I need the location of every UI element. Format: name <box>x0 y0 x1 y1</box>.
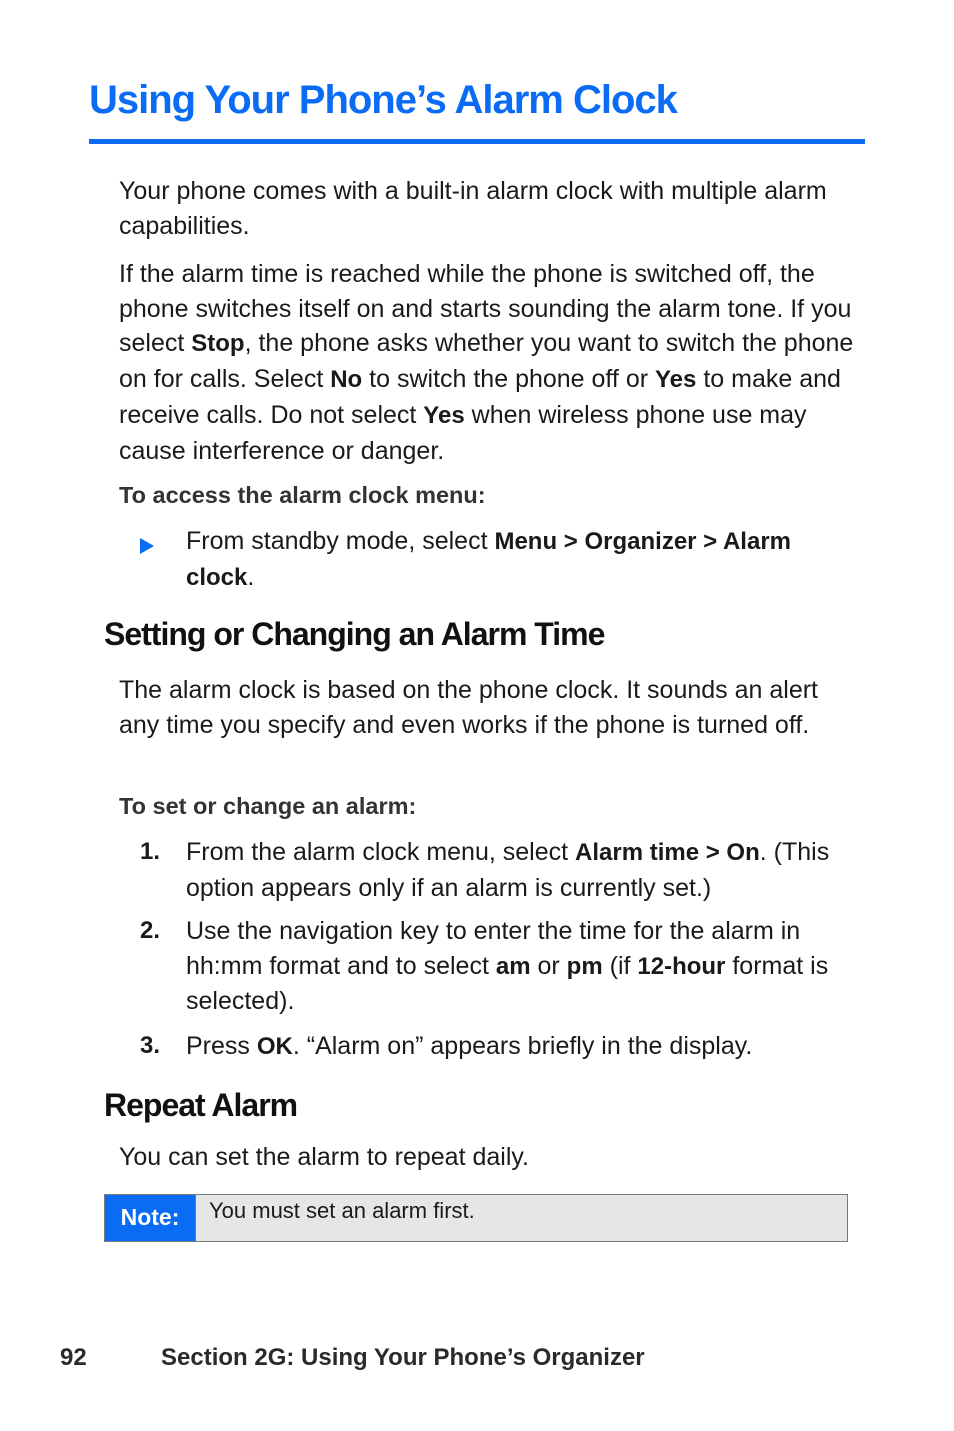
repeat-alarm-paragraph: You can set the alarm to repeat daily. <box>119 1143 529 1171</box>
step-number: 2. <box>140 917 161 944</box>
step-number: 1. <box>140 838 161 865</box>
title-underline <box>89 139 865 144</box>
page-title: Using Your Phone’s Alarm Clock <box>89 78 677 122</box>
page-number: 92 <box>60 1344 87 1371</box>
section-title: Section 2G: Using Your Phone’s Organizer <box>161 1344 645 1371</box>
note-text: You must set an alarm first. <box>209 1198 475 1223</box>
step-number: 3. <box>140 1032 161 1059</box>
step-text: Press OK. “Alarm on” appears briefly in the display. <box>186 1032 753 1060</box>
intro-paragraph: Your phone comes with a built-in alarm clock with multiple alarm capabilities. <box>119 177 827 240</box>
setting-alarm-paragraph: The alarm clock is based on the phone clock. It sounds an alert any time you specify and even works if the phone is turned off. <box>119 676 818 739</box>
alarm-behavior-paragraph: If the alarm time is reached while the phone is switched off, the phone switches itself on and starts sounding the alarm tone. If you select Stop, the phone asks whether you want to switch the phone on for calls. Select No to switch the phone off or Yes to make and receive calls. Do not select Yes when wireless phone use may cause interference or danger. <box>119 260 854 465</box>
note-box <box>104 1194 848 1242</box>
access-instruction-text: From standby mode, select Menu > Organizer > Alarm clock. <box>186 527 791 591</box>
repeat-alarm-heading: Repeat Alarm <box>104 1087 298 1123</box>
set-alarm-subheading: To set or change an alarm: <box>119 793 417 819</box>
bullet-arrow-icon <box>140 538 154 554</box>
step-text: From the alarm clock menu, select Alarm time > On. (This option appears only if an alarm is currently set.) <box>186 838 830 902</box>
setting-alarm-heading: Setting or Changing an Alarm Time <box>104 616 605 652</box>
note-label: Note: <box>105 1195 196 1241</box>
step-text: Use the navigation key to enter the time for the alarm in hh:mm format and to select am or pm (if 12-hour format is selected). <box>186 917 829 1016</box>
access-menu-heading: To access the alarm clock menu: <box>119 482 486 508</box>
